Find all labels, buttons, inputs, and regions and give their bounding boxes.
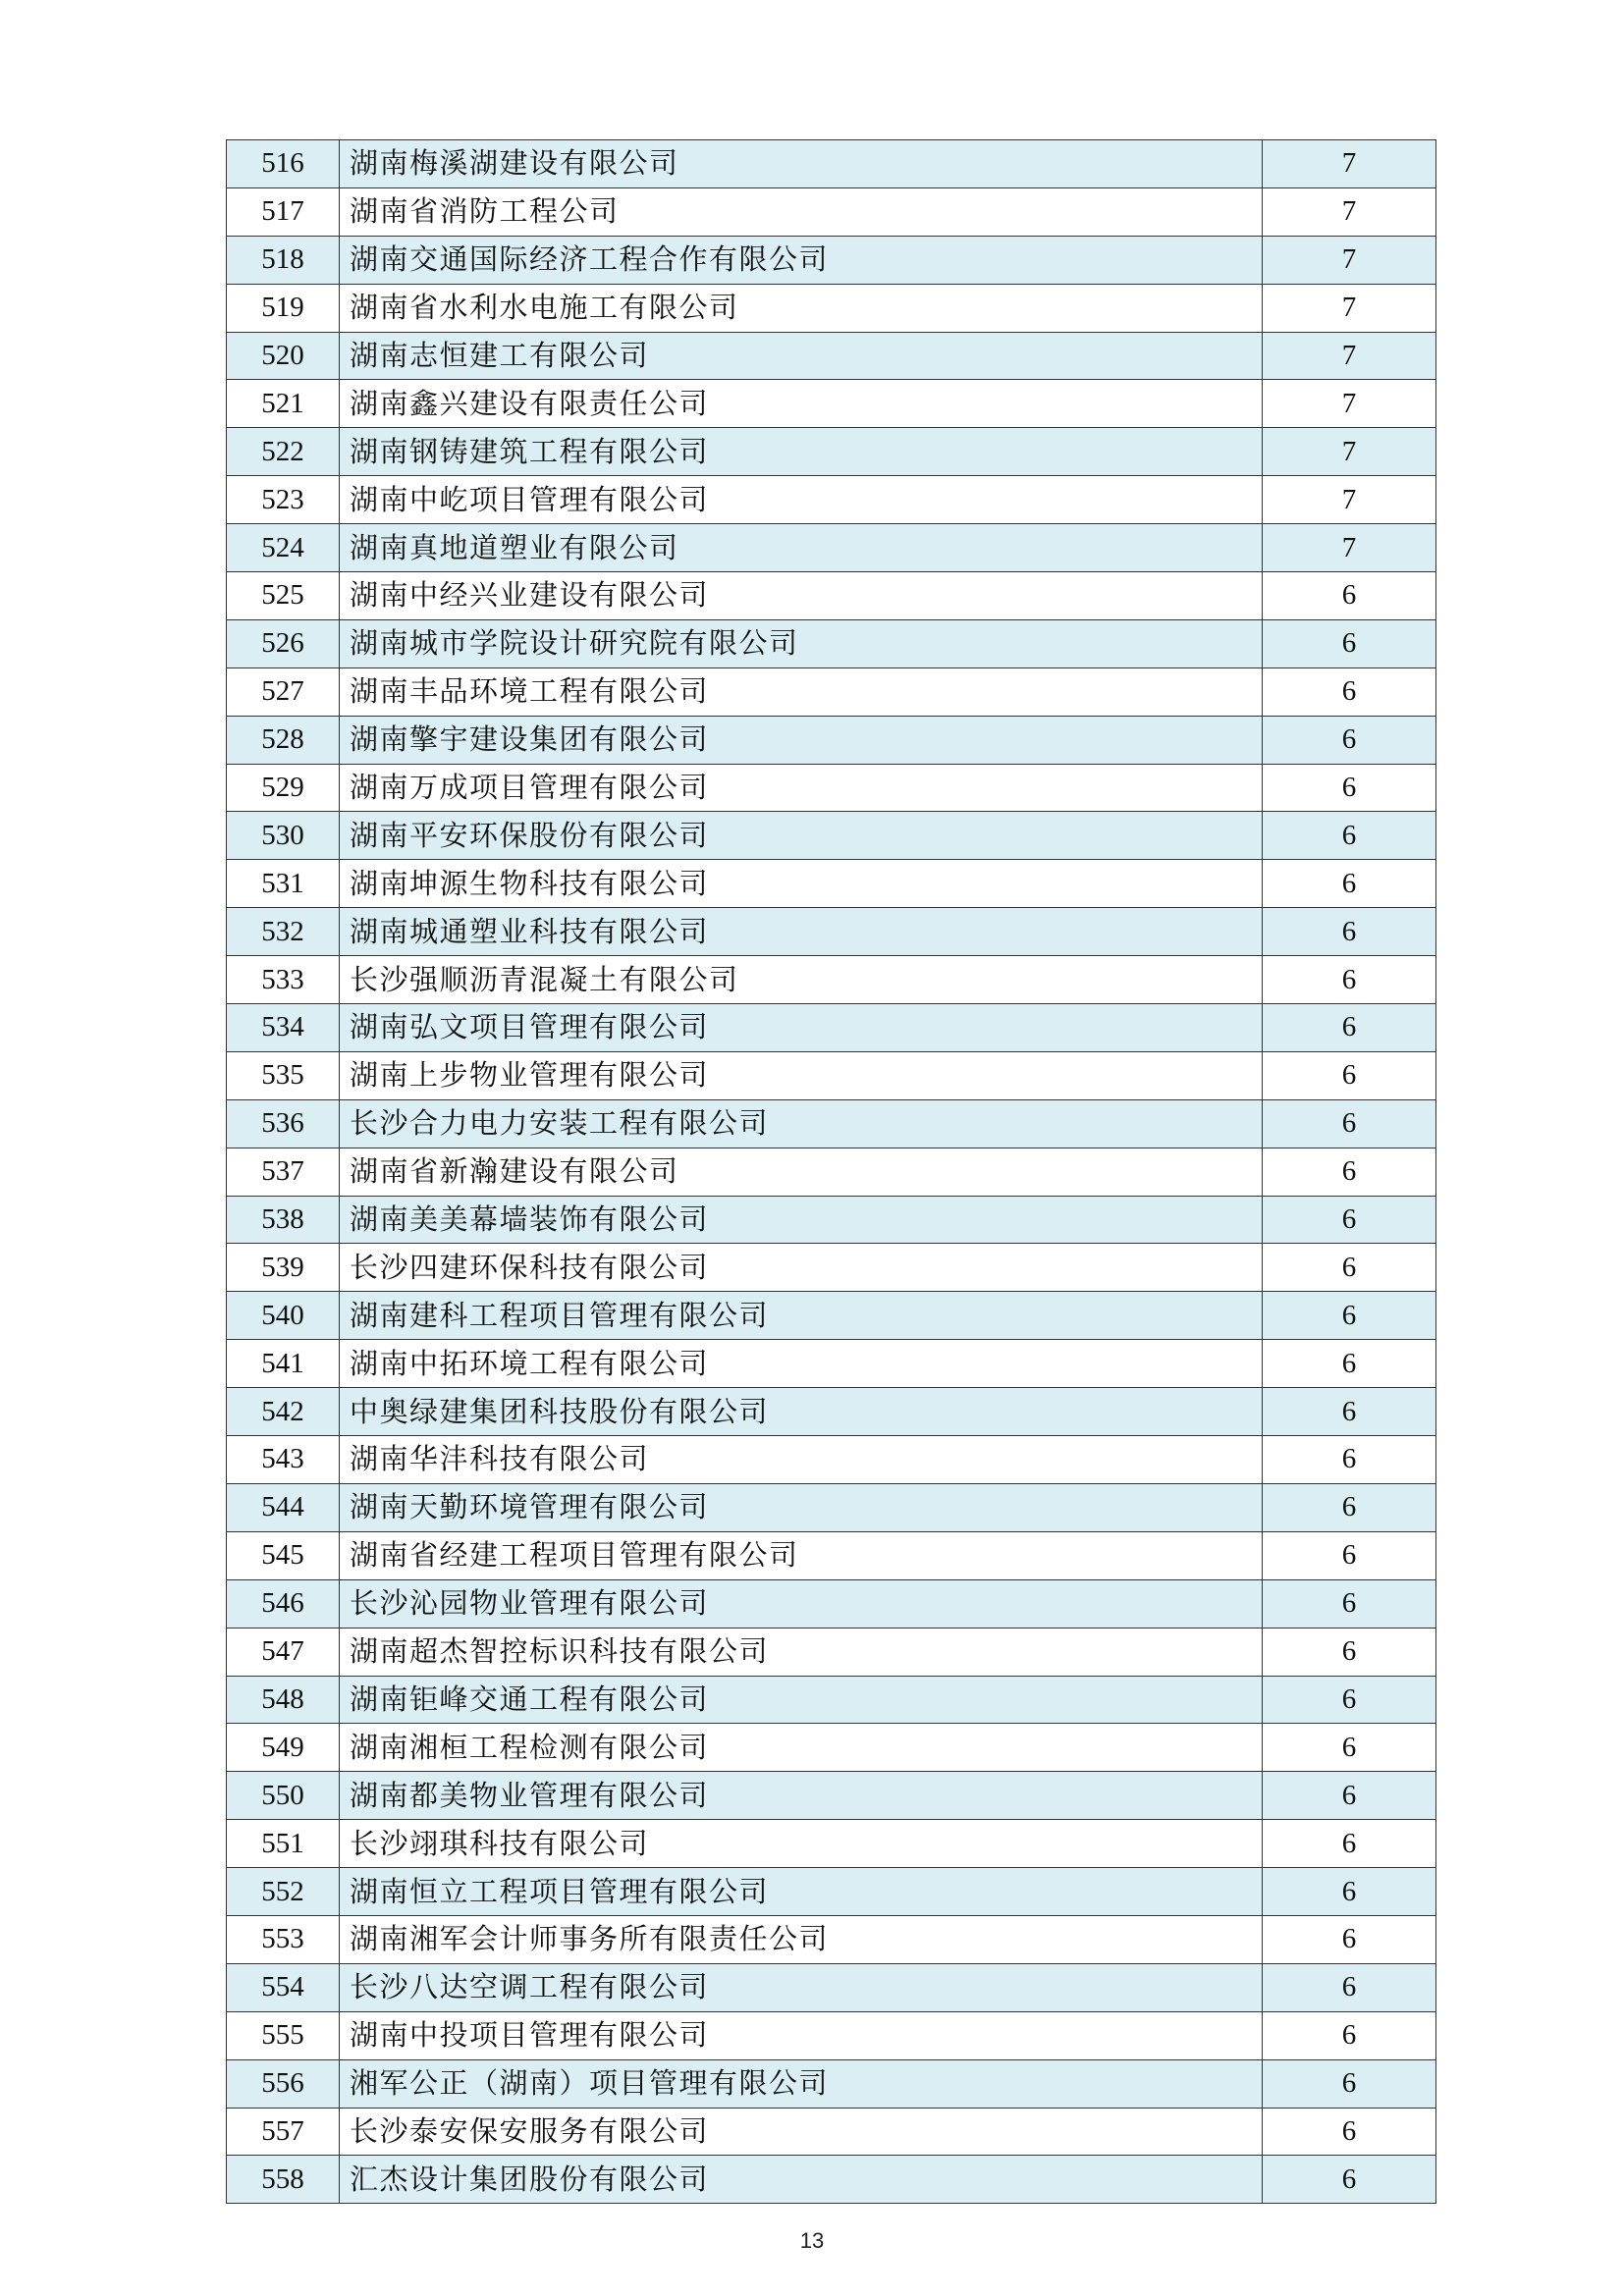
record-count: 6 xyxy=(1263,1868,1436,1916)
row-number: 526 xyxy=(227,619,340,667)
row-number: 522 xyxy=(227,428,340,476)
row-number: 530 xyxy=(227,812,340,860)
table-row xyxy=(227,2059,1436,2108)
row-number: 557 xyxy=(227,2108,340,2156)
company-name: 湖南钜峰交通工程有限公司 xyxy=(340,1676,1263,1724)
record-count: 6 xyxy=(1263,1436,1436,1484)
company-name: 湖南天勤环境管理有限公司 xyxy=(340,1483,1263,1531)
table-row xyxy=(227,332,1436,380)
row-number: 532 xyxy=(227,908,340,956)
row-number: 535 xyxy=(227,1051,340,1099)
table-row xyxy=(227,764,1436,812)
company-name: 湖南省新瀚建设有限公司 xyxy=(340,1148,1263,1196)
record-count: 7 xyxy=(1263,284,1436,332)
record-count: 7 xyxy=(1263,380,1436,428)
row-number: 555 xyxy=(227,2011,340,2059)
row-number: 538 xyxy=(227,1196,340,1244)
table-row xyxy=(227,1628,1436,1676)
company-name: 湖南上步物业管理有限公司 xyxy=(340,1051,1263,1099)
row-number: 553 xyxy=(227,1915,340,1963)
table-row xyxy=(227,908,1436,956)
table-row xyxy=(227,1724,1436,1772)
company-name: 湖南省经建工程项目管理有限公司 xyxy=(340,1531,1263,1579)
company-name: 湖南湘军会计师事务所有限责任公司 xyxy=(340,1915,1263,1963)
row-number: 541 xyxy=(227,1340,340,1388)
record-count: 6 xyxy=(1263,1196,1436,1244)
table-row xyxy=(227,524,1436,572)
row-number: 547 xyxy=(227,1628,340,1676)
table-row xyxy=(227,284,1436,332)
company-name: 长沙合力电力安装工程有限公司 xyxy=(340,1099,1263,1148)
table-row xyxy=(227,1244,1436,1292)
record-count: 7 xyxy=(1263,140,1436,188)
row-number: 520 xyxy=(227,332,340,380)
company-name: 湖南湘桓工程检测有限公司 xyxy=(340,1724,1263,1772)
row-number: 519 xyxy=(227,284,340,332)
row-number: 523 xyxy=(227,476,340,524)
table-body xyxy=(227,140,1436,2204)
company-name: 湖南真地道塑业有限公司 xyxy=(340,524,1263,572)
row-number: 518 xyxy=(227,236,340,284)
table-row xyxy=(227,1436,1436,1484)
table-row xyxy=(227,1483,1436,1531)
table-row xyxy=(227,476,1436,524)
record-count: 6 xyxy=(1263,2059,1436,2108)
row-number: 544 xyxy=(227,1483,340,1531)
company-name: 湖南钢铸建筑工程有限公司 xyxy=(340,428,1263,476)
table-row xyxy=(227,572,1436,620)
company-name: 湘军公正（湖南）项目管理有限公司 xyxy=(340,2059,1263,2108)
record-count: 6 xyxy=(1263,1051,1436,1099)
record-count: 6 xyxy=(1263,1915,1436,1963)
row-number: 549 xyxy=(227,1724,340,1772)
page-number: 13 xyxy=(799,2228,825,2253)
record-count: 6 xyxy=(1263,667,1436,716)
record-count: 6 xyxy=(1263,1292,1436,1340)
company-name: 湖南中拓环境工程有限公司 xyxy=(340,1340,1263,1388)
record-count: 6 xyxy=(1263,1531,1436,1579)
table-row xyxy=(227,1915,1436,1963)
table-row xyxy=(227,380,1436,428)
row-number: 531 xyxy=(227,860,340,908)
record-count: 7 xyxy=(1263,524,1436,572)
record-count: 7 xyxy=(1263,428,1436,476)
record-count: 6 xyxy=(1263,764,1436,812)
table-row xyxy=(227,1963,1436,2011)
table-row xyxy=(227,236,1436,284)
record-count: 6 xyxy=(1263,572,1436,620)
record-count: 6 xyxy=(1263,1388,1436,1436)
record-count: 6 xyxy=(1263,1628,1436,1676)
row-number: 545 xyxy=(227,1531,340,1579)
company-name: 湖南弘文项目管理有限公司 xyxy=(340,1004,1263,1052)
record-count: 7 xyxy=(1263,236,1436,284)
table-row xyxy=(227,2011,1436,2059)
row-number: 551 xyxy=(227,1820,340,1868)
table-row xyxy=(227,619,1436,667)
company-name: 湖南中屹项目管理有限公司 xyxy=(340,476,1263,524)
company-name: 湖南城市学院设计研究院有限公司 xyxy=(340,619,1263,667)
row-number: 550 xyxy=(227,1772,340,1820)
row-number: 534 xyxy=(227,1004,340,1052)
row-number: 536 xyxy=(227,1099,340,1148)
table-row xyxy=(227,956,1436,1004)
record-count: 6 xyxy=(1263,956,1436,1004)
row-number: 524 xyxy=(227,524,340,572)
record-count: 6 xyxy=(1263,2156,1436,2204)
company-name: 湖南美美幕墙装饰有限公司 xyxy=(340,1196,1263,1244)
company-name: 湖南志恒建工有限公司 xyxy=(340,332,1263,380)
table-row xyxy=(227,1579,1436,1628)
company-name: 长沙泰安保安服务有限公司 xyxy=(340,2108,1263,2156)
record-count: 6 xyxy=(1263,860,1436,908)
table-row xyxy=(227,1196,1436,1244)
record-count: 6 xyxy=(1263,1244,1436,1292)
table-row xyxy=(227,140,1436,188)
table-row xyxy=(227,860,1436,908)
table-row xyxy=(227,2156,1436,2204)
record-count: 6 xyxy=(1263,812,1436,860)
company-name: 中奥绿建集团科技股份有限公司 xyxy=(340,1388,1263,1436)
table-row xyxy=(227,1004,1436,1052)
company-name: 湖南恒立工程项目管理有限公司 xyxy=(340,1868,1263,1916)
company-name: 湖南平安环保股份有限公司 xyxy=(340,812,1263,860)
row-number: 533 xyxy=(227,956,340,1004)
table-row xyxy=(227,1099,1436,1148)
record-count: 6 xyxy=(1263,1963,1436,2011)
company-name: 湖南超杰智控标识科技有限公司 xyxy=(340,1628,1263,1676)
record-count: 6 xyxy=(1263,2108,1436,2156)
record-count: 7 xyxy=(1263,332,1436,380)
company-name: 湖南交通国际经济工程合作有限公司 xyxy=(340,236,1263,284)
row-number: 539 xyxy=(227,1244,340,1292)
company-name: 湖南丰品环境工程有限公司 xyxy=(340,667,1263,716)
company-name: 湖南万成项目管理有限公司 xyxy=(340,764,1263,812)
company-name: 长沙八达空调工程有限公司 xyxy=(340,1963,1263,2011)
company-name: 湖南梅溪湖建设有限公司 xyxy=(340,140,1263,188)
record-count: 6 xyxy=(1263,716,1436,764)
company-name: 湖南坤源生物科技有限公司 xyxy=(340,860,1263,908)
row-number: 516 xyxy=(227,140,340,188)
record-count: 6 xyxy=(1263,1676,1436,1724)
record-count: 6 xyxy=(1263,1724,1436,1772)
row-number: 521 xyxy=(227,380,340,428)
table-row xyxy=(227,187,1436,236)
company-name: 湖南省消防工程公司 xyxy=(340,187,1263,236)
row-number: 552 xyxy=(227,1868,340,1916)
company-name: 长沙沁园物业管理有限公司 xyxy=(340,1579,1263,1628)
record-count: 6 xyxy=(1263,1772,1436,1820)
company-name: 长沙四建环保科技有限公司 xyxy=(340,1244,1263,1292)
company-ranking-table xyxy=(226,139,1436,2204)
table-row xyxy=(227,1531,1436,1579)
table-row xyxy=(227,667,1436,716)
company-name: 湖南华沣科技有限公司 xyxy=(340,1436,1263,1484)
company-name: 湖南城通塑业科技有限公司 xyxy=(340,908,1263,956)
record-count: 6 xyxy=(1263,1483,1436,1531)
row-number: 537 xyxy=(227,1148,340,1196)
row-number: 529 xyxy=(227,764,340,812)
row-number: 558 xyxy=(227,2156,340,2204)
record-count: 6 xyxy=(1263,619,1436,667)
record-count: 6 xyxy=(1263,2011,1436,2059)
table-row xyxy=(227,812,1436,860)
table-row xyxy=(227,1148,1436,1196)
row-number: 554 xyxy=(227,1963,340,2011)
row-number: 517 xyxy=(227,187,340,236)
record-count: 6 xyxy=(1263,1004,1436,1052)
row-number: 543 xyxy=(227,1436,340,1484)
row-number: 540 xyxy=(227,1292,340,1340)
table-row xyxy=(227,1388,1436,1436)
row-number: 528 xyxy=(227,716,340,764)
row-number: 546 xyxy=(227,1579,340,1628)
table-row xyxy=(227,1051,1436,1099)
record-count: 6 xyxy=(1263,1340,1436,1388)
row-number: 527 xyxy=(227,667,340,716)
table-row xyxy=(227,1292,1436,1340)
table-row xyxy=(227,1340,1436,1388)
record-count: 7 xyxy=(1263,476,1436,524)
record-count: 7 xyxy=(1263,187,1436,236)
row-number: 556 xyxy=(227,2059,340,2108)
company-name: 长沙翊琪科技有限公司 xyxy=(340,1820,1263,1868)
table-row xyxy=(227,1868,1436,1916)
table-row xyxy=(227,1772,1436,1820)
row-number: 548 xyxy=(227,1676,340,1724)
record-count: 6 xyxy=(1263,1579,1436,1628)
table-row xyxy=(227,716,1436,764)
company-name: 长沙强顺沥青混凝土有限公司 xyxy=(340,956,1263,1004)
table-row xyxy=(227,2108,1436,2156)
company-name: 汇杰设计集团股份有限公司 xyxy=(340,2156,1263,2204)
company-name: 湖南省水利水电施工有限公司 xyxy=(340,284,1263,332)
record-count: 6 xyxy=(1263,1099,1436,1148)
table-row xyxy=(227,1820,1436,1868)
company-name: 湖南鑫兴建设有限责任公司 xyxy=(340,380,1263,428)
company-name: 湖南中投项目管理有限公司 xyxy=(340,2011,1263,2059)
company-name: 湖南都美物业管理有限公司 xyxy=(340,1772,1263,1820)
row-number: 542 xyxy=(227,1388,340,1436)
row-number: 525 xyxy=(227,572,340,620)
table-row xyxy=(227,1676,1436,1724)
record-count: 6 xyxy=(1263,1148,1436,1196)
company-name: 湖南建科工程项目管理有限公司 xyxy=(340,1292,1263,1340)
record-count: 6 xyxy=(1263,1820,1436,1868)
record-count: 6 xyxy=(1263,908,1436,956)
table-row xyxy=(227,428,1436,476)
company-name: 湖南擎宇建设集团有限公司 xyxy=(340,716,1263,764)
company-name: 湖南中经兴业建设有限公司 xyxy=(340,572,1263,620)
